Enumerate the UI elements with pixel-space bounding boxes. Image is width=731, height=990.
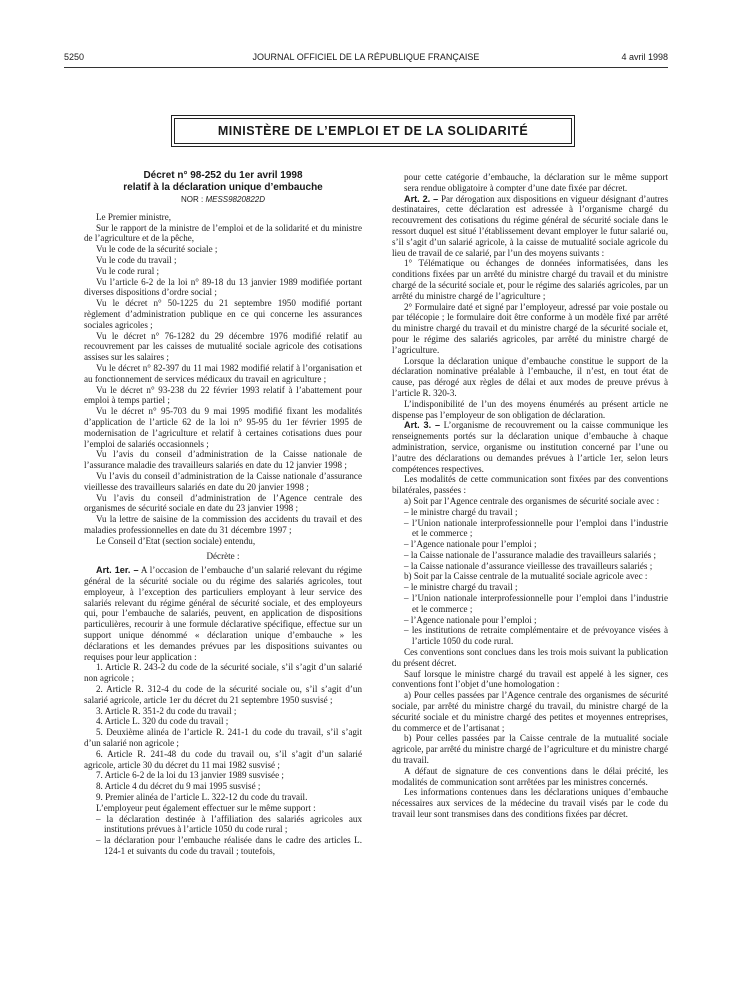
closing-paragraph: A défaut de signature de ces conventions dans le délai précité, les modalités de communication sont arrêtées par les ministres concernés.	[392, 765, 668, 787]
article-1-item: 3. Article R. 351-2 du code du travail ;	[96, 705, 237, 716]
closing-paragraph: Les informations contenues dans les déclarations uniques d’embauche nécessaires aux services de la médecine du travail visés par le code du travail leur sont transmises dans des conditions fixées par décret.	[392, 787, 668, 820]
article-1-item: 7. Article 6-2 de la loi du 13 janvier 1989 susvisée ;	[96, 770, 284, 781]
article-1-item: 8. Article 4 du décret du 9 mai 1995 susvisé ;	[96, 781, 261, 792]
article-3	[392, 420, 668, 474]
convention-b-item: – les institutions de retraite complémentaire et de prévoyance visées à l’article 1050 du code rural.	[404, 625, 668, 647]
issue-date: 4 avril 1998	[621, 52, 668, 62]
visa-paragraph: Vu l’avis du conseil d’administration de la Caisse nationale d’assurance vieillesse des travailleurs salariés en date du 20 janvier 1998 ;	[84, 470, 362, 492]
decree-title-line2: relatif à la déclaration unique d’embauche	[123, 181, 323, 193]
nor-label: NOR :	[180, 195, 204, 204]
article-2-text: Par dérogation aux dispositions en vigueur désignant d’autres destinataires, cette déclaration est adressée à l’organisme chargé du recouvrement des cotisations du régime général de sécurité sociale dans le ressort duquel est situé l’établissement devant employer le futur salarié ou, s’il s’agit d’un salarié agricole, à la caisse de mutualité sociale agricole du lieu de travail de ce salarié, par l’un des moyens suivants :	[392, 193, 669, 258]
convention-b-item: – l’Union nationale interprofessionnelle pour l’emploi dans l’industrie et le commerce ;	[404, 593, 668, 614]
convention-a-item: – la Caisse nationale d’assurance vieillesse des travailleurs salariés ;	[404, 560, 653, 571]
article-3-text: L’organisme de recouvrement ou la caisse communique les renseignements portés sur la déclaration unique d’embauche à chaque administration, service, organisme ou institution concerné par l’une ou l’autre des déclarations ou demandes prévues à l’article 1er, selon leurs compétences respectives.	[392, 420, 668, 474]
page-header	[64, 52, 668, 66]
visa-paragraph: Vu le décret n° 82-397 du 11 mai 1982 modifié relatif à l’organisation et au fonctionnement de services médicaux du travail en agriculture ;	[84, 362, 362, 384]
article-1	[84, 565, 362, 662]
decree-title-line1: Décret n° 98-252 du 1er avril 1998	[143, 170, 303, 181]
visa-paragraph: Vu l’article 6-2 de la loi n° 89-18 du 13 janvier 1989 modifiée portant diverses dispositions d’ordre social ;	[84, 276, 362, 298]
article-1-label: Art. 1er. –	[96, 565, 139, 576]
visa-paragraph: Vu le décret n° 95-703 du 9 mai 1995 modifié fixant les modalités d’application de l’article 62 de la loi n° 95-95 du 1er février 1995 de modernisation de l’agriculture et relatif à certaines cotisations dues pour l’emploi de salariés occasionnels ;	[84, 406, 362, 449]
convention-a: a) Soit par l’Agence centrale des organismes de sécurité sociale avec :	[404, 495, 660, 506]
visa-paragraph: Sur le rapport de la ministre de l’emploi et de la solidarité et du ministre de l’agriculture et de la pêche,	[84, 222, 362, 244]
closing-paragraph: Ces conventions sont conclues dans les trois mois suivant la publication du présent décret.	[392, 647, 668, 668]
visa-paragraph: Le Premier ministre,	[96, 211, 172, 222]
article-1-item: 6. Article R. 241-48 du code du travail ou, s’il s’agit d’un salarié agricole, article 30 du décret du 11 mai 1982 susvisé ;	[84, 748, 362, 770]
page-number: 5250	[64, 52, 85, 62]
article-1-item: 5. Deuxième alinéa de l’article R. 241-1 du code du travail, s’il s’agit d’un salarié non agricole ;	[84, 727, 362, 749]
visa-paragraph: Vu le code rural ;	[96, 265, 160, 276]
convention-a-item: – l’Union nationale interprofessionnelle pour l’emploi dans l’industrie et le commerce ;	[404, 517, 668, 539]
article-3-paragraph: Les modalités de cette communication sont fixées par des conventions bilatérales, passées :	[392, 474, 668, 496]
article-1-dash-item: – la déclaration pour l’embauche réalisée dans le cadre des articles L. 124-1 et suivants du code du travail ; toutefois,	[96, 835, 362, 857]
header-rule	[64, 67, 668, 68]
article-1-item: 9. Premier alinéa de l’article L. 322-12 du code du travail.	[96, 792, 308, 803]
nor-reference	[84, 195, 362, 206]
visa-paragraph: Vu le décret n° 93-238 du 22 février 1993 relatif à l’abattement pour emploi à temps partiel ;	[84, 384, 362, 406]
article-2-label: Art. 2. –	[404, 193, 439, 204]
article-1-item: 2. Article R. 312-4 du code de la sécurité sociale ou, s’il s’agit d’un salarié agricole, article 1er du décret du 21 septembre 1950 susvisé ;	[84, 684, 362, 705]
journal-title: JOURNAL OFFICIEL DE LA RÉPUBLIQUE FRANÇAISE	[252, 52, 480, 62]
article-1-dash-item: – la déclaration destinée à l’affiliation des salariés agricoles aux institutions prévues à l’article 1050 du code rural ;	[96, 813, 362, 835]
visa-paragraph: Vu le décret n° 50-1225 du 21 septembre 1950 modifié portant règlement d’administration publique en ce qui concerne les assurances sociales agricoles ;	[84, 298, 362, 330]
closing-paragraph: b) Pour celles passées par la Caisse centrale de la mutualité sociale agricole, par arrêté du ministre chargé de l’agriculture et du ministre chargé du travail.	[392, 733, 668, 766]
article-1-after: L’employeur peut également effectuer sur le même support :	[96, 802, 316, 813]
convention-b: b) Soit par la Caisse centrale de la mutualité sociale agricole avec :	[404, 571, 648, 582]
article-1-item: 1. Article R. 243-2 du code de la sécurité sociale, s’il s’agit d’un salarié non agricole ;	[84, 662, 362, 684]
nor-code: MESS9820822D	[205, 195, 266, 204]
article-2-item: L’indisponibilité de l’un des moyens énumérés au présent article ne dispense pas l’employeur de son obligation de déclaration.	[392, 398, 668, 420]
visa-paragraph: Le Conseil d’Etat (section sociale) entendu,	[96, 535, 256, 546]
convention-a-item: – le ministre chargé du travail ;	[404, 506, 518, 517]
convention-a-item: – la Caisse nationale de l’assurance maladie des travailleurs salariés ;	[404, 549, 657, 560]
convention-b-item: – le ministre chargé du travail ;	[404, 582, 518, 593]
visa-paragraph: Vu le code de la sécurité sociale ;	[96, 244, 218, 255]
convention-b-item: – l’Agence nationale pour l’emploi ;	[404, 614, 537, 625]
article-2-item: 2° Formulaire daté et signé par l’employeur, adressé par voie postale ou par télécopie ; le formulaire doit être conforme à un modèle fixé par arrêté du ministre chargé du travail et du ministre chargé de la sécurité sociale et, pour le régime des salariés agricoles, par arrêté du ministre chargé de l’agriculture.	[392, 301, 668, 355]
left-column	[84, 170, 362, 857]
visa-paragraph: Vu le code du travail ;	[96, 254, 177, 265]
ministry-banner	[174, 118, 572, 144]
article-2-item: 1° Télématique ou échanges de données informatisées, dans les conditions fixées par un arrêté du ministre chargé du travail et du ministre chargé de la sécurité sociale et, pour le régime des salariés agricoles, par un arrêté du ministre chargé de l’agriculture ;	[392, 258, 668, 301]
article-2-item: Lorsque la déclaration unique d’embauche constitue le support de la déclaration nominative préalable à l’embauche, il n’est, en tout état de cause, pas dérogé aux règles de délai et aux modes de preuve prévus à l’article R. 320-3.	[392, 355, 668, 398]
continuation-paragraph: pour cette catégorie d’embauche, la déclaration sur le même support sera rendue obligatoire à compter d’une date fixée par décret.	[404, 172, 668, 193]
article-1-text: A l’occasion de l’embauche d’un salarié relevant du régime général de la sécurité sociale ou du régime des salariés agricoles, tout employeur, à l’exception des particuliers employant à leur service des salariés relevant du régime général de sécurité sociale, et des employeurs qui, pour l’embauche de salariés, peuvent, en application de dispositions particulières, recourir à une formule déclarative spécifique, effectue sur un support unique dénommé « déclaration unique d’embauche » les déclarations et les demandes prévues par les dispositions suivantes ou requises pour leur application :	[84, 565, 362, 662]
visa-paragraph: Vu l’avis du conseil d’administration de la Caisse nationale de l’assurance maladie des travailleurs salariés en date du 12 janvier 1998 ;	[84, 449, 362, 471]
right-column	[392, 172, 668, 820]
closing-paragraph: Sauf lorsque le ministre chargé du travail est appelé à les signer, ces conventions font l’objet d’une homologation :	[392, 668, 668, 690]
article-2	[392, 194, 668, 259]
visa-paragraph: Vu la lettre de saisine de la commission des accidents du travail et des maladies professionnelles en date du 31 décembre 1997 ;	[84, 514, 362, 535]
article-1-item: 4. Article L. 320 du code du travail ;	[96, 716, 229, 727]
ministry-title: MINISTÈRE DE L’EMPLOI ET DE LA SOLIDARITÉ	[217, 124, 529, 138]
visa-paragraph: Vu l’avis du conseil d’administration de l’Agence centrale des organismes de sécurité sociale en date du 23 janvier 1998 ;	[84, 492, 362, 514]
closing-paragraph: a) Pour celles passées par l’Agence centrale des organismes de sécurité sociale, par arrêté du ministre chargé du travail, du ministre chargé de la sécurité sociale et du ministre chargé des petites et moyennes entreprises, du commerce et de l’artisanat ;	[392, 690, 668, 733]
convention-a-item: – l’Agence nationale pour l’emploi ;	[404, 539, 537, 550]
article-3-label: Art. 3. –	[404, 420, 441, 431]
decrete-heading: Décrète :	[206, 550, 240, 561]
visa-paragraph: Vu le décret n° 76-1282 du 29 décembre 1976 modifié relatif au recouvrement par les caisses de mutualité sociale agricole des cotisations assises sur les salaires ;	[84, 330, 362, 363]
